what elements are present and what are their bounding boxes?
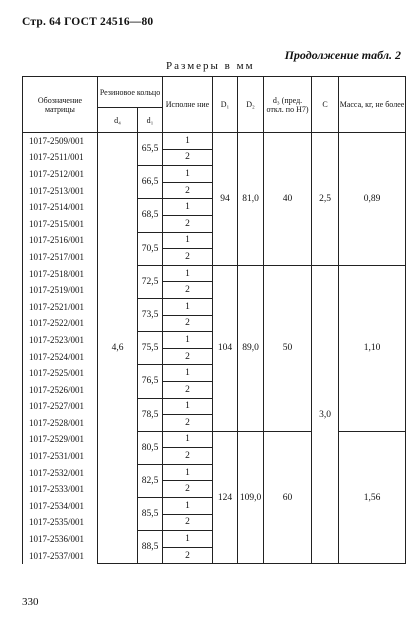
d1-cell: 85,5 xyxy=(138,498,163,531)
d1-cell: 75,5 xyxy=(138,332,163,365)
col-header-d4: d₄ xyxy=(98,108,138,133)
matrix-code-cell: 1017-2512/001 xyxy=(23,166,98,183)
matrix-code-cell: 1017-2527/001 xyxy=(23,398,98,415)
d1-cell: 76,5 xyxy=(138,365,163,398)
d3-cell: 40 xyxy=(264,133,312,266)
col-header-execution: Исполне ние xyxy=(163,77,213,133)
execution-cell: 2 xyxy=(163,514,213,531)
execution-cell: 2 xyxy=(163,215,213,232)
matrix-code-cell: 1017-2513/001 xyxy=(23,182,98,199)
matrix-code-cell: 1017-2536/001 xyxy=(23,531,98,548)
matrix-code-cell: 1017-2509/001 xyxy=(23,133,98,150)
col-header-rubber-ring: Резиновое кольцо xyxy=(98,77,163,108)
matrix-code-cell: 1017-2521/001 xyxy=(23,298,98,315)
matrix-code-cell: 1017-2511/001 xyxy=(23,149,98,166)
execution-cell: 1 xyxy=(163,199,213,216)
d1-cell: 73,5 xyxy=(138,298,163,331)
matrix-code-cell: 1017-2524/001 xyxy=(23,348,98,365)
page-header: Стр. 64 ГОСТ 24516—80 xyxy=(22,16,154,28)
table-row xyxy=(23,133,406,150)
matrix-code-cell: 1017-2518/001 xyxy=(23,265,98,282)
matrix-code-cell: 1017-2535/001 xyxy=(23,514,98,531)
d1-cell: 80,5 xyxy=(138,431,163,464)
D1-cell: 94 xyxy=(213,133,238,266)
execution-cell: 1 xyxy=(163,232,213,249)
d1-cell: 65,5 xyxy=(138,133,163,166)
D2-cell: 109,0 xyxy=(238,431,264,564)
execution-cell: 1 xyxy=(163,166,213,183)
d3-cell: 60 xyxy=(264,431,312,564)
execution-cell: 2 xyxy=(163,282,213,299)
execution-cell: 1 xyxy=(163,298,213,315)
execution-cell: 2 xyxy=(163,415,213,432)
matrix-code-cell: 1017-2525/001 xyxy=(23,365,98,382)
matrix-code-cell: 1017-2514/001 xyxy=(23,199,98,216)
d1-cell: 70,5 xyxy=(138,232,163,265)
execution-cell: 1 xyxy=(163,531,213,548)
page-number: 330 xyxy=(22,596,39,608)
matrix-code-cell: 1017-2533/001 xyxy=(23,481,98,498)
col-header-designation: Обозначение матрицы xyxy=(23,77,98,133)
matrix-code-cell: 1017-2523/001 xyxy=(23,332,98,349)
d3-cell: 50 xyxy=(264,265,312,431)
col-header-mass: Масса, кг, не более xyxy=(339,77,406,133)
col-header-D2: D₂ xyxy=(238,77,264,133)
table-row xyxy=(23,431,406,448)
execution-cell: 2 xyxy=(163,348,213,365)
execution-cell: 1 xyxy=(163,498,213,515)
d1-cell: 88,5 xyxy=(138,531,163,564)
mass-cell: 0,89 xyxy=(339,133,406,266)
dimensions-table xyxy=(22,76,406,564)
col-header-d3: d₃ (пред. откл. по H7) xyxy=(264,77,312,133)
d4-cell: 4,6 xyxy=(98,133,138,564)
D2-cell: 81,0 xyxy=(238,133,264,266)
matrix-code-cell: 1017-2517/001 xyxy=(23,249,98,266)
matrix-code-cell: 1017-2529/001 xyxy=(23,431,98,448)
table-continuation-label: Продолжение табл. 2 xyxy=(284,48,401,62)
execution-cell: 2 xyxy=(163,547,213,564)
execution-cell: 2 xyxy=(163,149,213,166)
execution-cell: 1 xyxy=(163,431,213,448)
C-cell: 2,5 xyxy=(312,133,339,266)
matrix-code-cell: 1017-2526/001 xyxy=(23,381,98,398)
matrix-code-cell: 1017-2516/001 xyxy=(23,232,98,249)
mass-cell: 1,56 xyxy=(339,431,406,564)
col-header-D1: D₁ xyxy=(213,77,238,133)
d1-cell: 66,5 xyxy=(138,166,163,199)
execution-cell: 2 xyxy=(163,381,213,398)
sizes-caption: Размеры в мм xyxy=(166,60,255,72)
execution-cell: 1 xyxy=(163,265,213,282)
execution-cell: 2 xyxy=(163,182,213,199)
matrix-code-cell: 1017-2515/001 xyxy=(23,215,98,232)
execution-cell: 2 xyxy=(163,249,213,266)
execution-cell: 1 xyxy=(163,464,213,481)
matrix-code-cell: 1017-2534/001 xyxy=(23,498,98,515)
matrix-code-cell: 1017-2531/001 xyxy=(23,448,98,465)
d1-cell: 78,5 xyxy=(138,398,163,431)
col-header-d1: d₁ xyxy=(138,108,163,133)
execution-cell: 1 xyxy=(163,332,213,349)
execution-cell: 2 xyxy=(163,315,213,332)
matrix-code-cell: 1017-2532/001 xyxy=(23,464,98,481)
table-row xyxy=(23,265,406,282)
D2-cell: 89,0 xyxy=(238,265,264,431)
execution-cell: 1 xyxy=(163,133,213,150)
D1-cell: 104 xyxy=(213,265,238,431)
matrix-code-cell: 1017-2519/001 xyxy=(23,282,98,299)
matrix-code-cell: 1017-2522/001 xyxy=(23,315,98,332)
matrix-code-cell: 1017-2537/001 xyxy=(23,547,98,564)
matrix-code-cell: 1017-2528/001 xyxy=(23,415,98,432)
D1-cell: 124 xyxy=(213,431,238,564)
mass-cell: 1,10 xyxy=(339,265,406,431)
execution-cell: 1 xyxy=(163,365,213,382)
execution-cell: 1 xyxy=(163,398,213,415)
d1-cell: 68,5 xyxy=(138,199,163,232)
execution-cell: 2 xyxy=(163,481,213,498)
col-header-C: C xyxy=(312,77,339,133)
execution-cell: 2 xyxy=(163,448,213,465)
d1-cell: 72,5 xyxy=(138,265,163,298)
d1-cell: 82,5 xyxy=(138,464,163,497)
C-cell: 3,0 xyxy=(312,265,339,564)
